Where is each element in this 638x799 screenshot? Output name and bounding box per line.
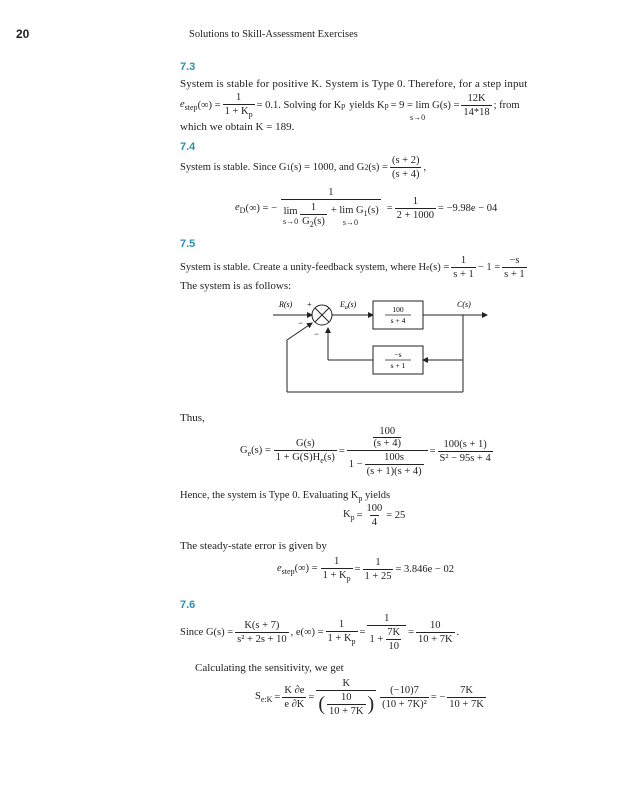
hence-text: Hence, the system is Type 0. Evaluating $K_p$ yields <box>180 490 391 504</box>
calc-text: Calculating the sensitivity, we get <box>195 662 344 674</box>
forward-den: s + 4 <box>390 316 406 325</box>
s73-frac2: $\frac{12K}{14*18}$ <box>463 93 490 119</box>
feedback-num: −s <box>394 350 402 359</box>
error-label: $E_a(s)$ <box>340 300 357 311</box>
s73-line3: which we obtain K = 189. <box>180 121 295 133</box>
section-heading-7-5: 7.5 <box>180 238 196 250</box>
running-title: Solutions to Skill-Assessment Exercises <box>189 29 358 40</box>
s75-line1: System is stable. Create a unity-feedback system, where H e (s) = $\frac{1}{s + 1}$ − 1 = $\frac{-s}{s + 1}$ <box>180 255 525 280</box>
thus-text: Thus, <box>180 412 205 424</box>
s75-line2: The system is as follows: <box>180 280 292 292</box>
s73-line1: System is stable for positive K. System is Type 0. Therefore, for a step input <box>180 78 528 90</box>
s73-frac1: $\frac{1}{1 + K_p}$ <box>224 92 253 120</box>
input-label: R(s) <box>279 300 293 309</box>
feedback-den: s + 1 <box>390 361 406 370</box>
sse-equation: $e_{step}(\infty)$ = $\frac{1}{1 + K_p}$ = $\frac{1}{1 + 25}$ = 3.846e − 02 <box>277 556 454 584</box>
minus-sign-1: − <box>298 318 304 328</box>
s73-lim-sub: s→0 <box>410 113 426 122</box>
kp-equation: $K_p$ = $\frac{100}{4}$ = 25 <box>343 503 406 528</box>
s76-line1: Since G(s) = $\frac{K(s + 7)}{\text{s² + 2s + 10}}$ , e(∞) = $\frac{1}{1 + K_p}$ = 1 1 + $\frac{7K}{10}$ = $\frac{10}{10 + 7K}$ . <box>180 613 460 652</box>
sensitivity-equation: $S_{e:K}$ = $\frac{K \partial e}{e \partial K}$ = K ( $\frac{10}{10 + 7K}$ ) $\frac{(-10)7}{\text{(10 + 7K)²}}$ = − $\frac{7K}{10 + 7K}$ <box>255 678 484 717</box>
ge-equation: $G_e(s)$ = $\frac{G(s)}{1 + G(S)H_e(s)}$ = 100 (s + 4) 1 − $\frac{100s}{(s + 1)(s + 4)}$ = $\frac{100(s + 1)}{\text{S² − 95s + 4}}$ <box>240 426 491 477</box>
forward-num: 100 <box>392 305 404 314</box>
page-number: 20 <box>16 27 30 41</box>
plus-sign: + <box>307 300 312 309</box>
sse-text: The steady-state error is given by <box>180 540 327 552</box>
minus-sign-2: − <box>314 329 320 339</box>
section-heading-7-3: 7.3 <box>180 61 196 73</box>
section-heading-7-6: 7.6 <box>180 599 196 611</box>
section-heading-7-4: 7.4 <box>180 141 196 153</box>
block-diagram <box>265 295 495 400</box>
s73-line2: $e_{step}$ (∞) = $\frac{1}{1 + K_p}$ = 0.1. Solving for K p yields K p = 9 = lim G(s) = $\frac{12K}{14*18}$ ; from <box>180 92 520 120</box>
s74-line1: System is stable. Since G 1 (s) = 1000, and G 2 (s) = $\frac{(s + 2)}{(s + 4)}$ , <box>180 155 427 180</box>
output-label: C(s) <box>457 300 471 309</box>
s74-equation: $e_D$ (∞) = − 1 lim s→0 $\frac{1}{G_2(s)}$ + $\lim G_1(s)$ s→0 = $\frac{1}{2 + 1000}$ = −9.98e − 04 <box>235 187 498 230</box>
